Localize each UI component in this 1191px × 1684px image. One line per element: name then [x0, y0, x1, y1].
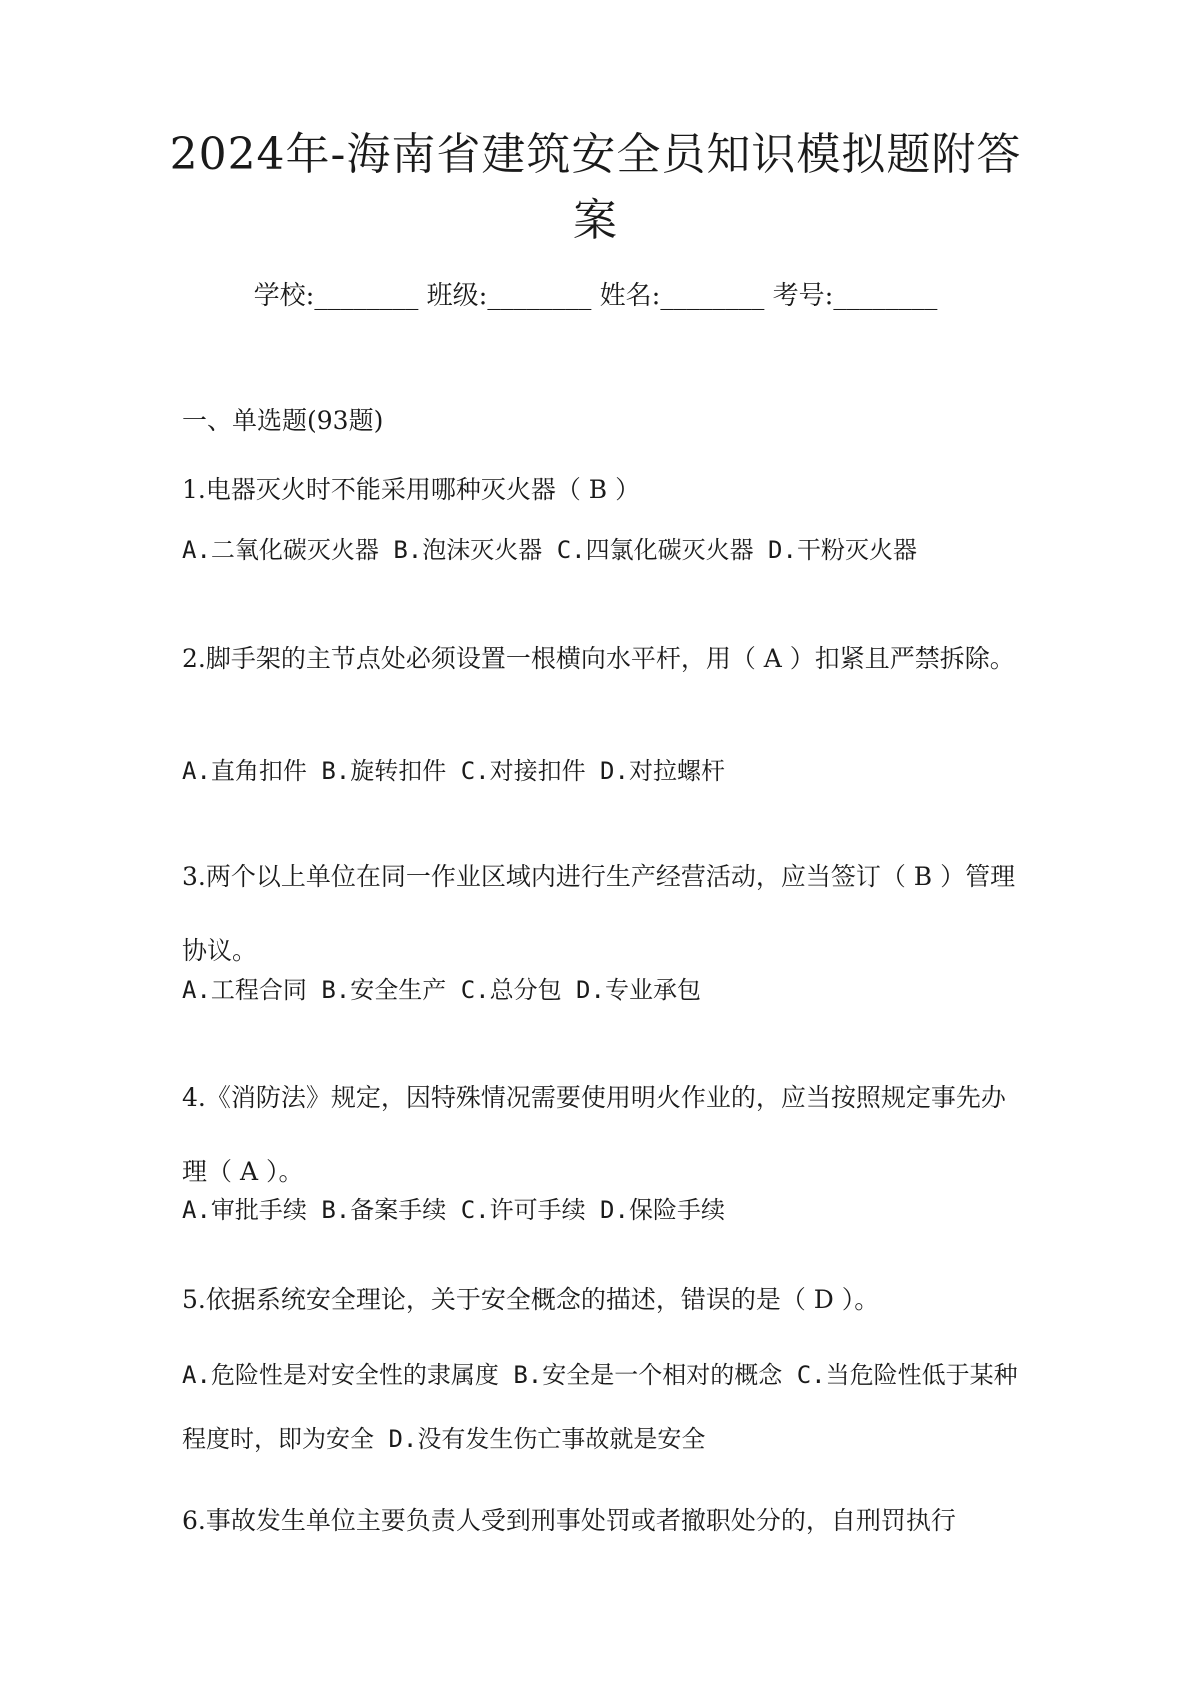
question-options: A.直角扣件 B.旋转扣件 C.对接扣件 D.对拉螺杆	[182, 757, 725, 785]
student-info-line: 学校:________ 班级:________ 姓名:________ 考号:________	[253, 281, 938, 311]
question-text: 1.电器灭火时不能采用哪种灭火器（ B ）	[182, 475, 641, 504]
question-text: 4.《消防法》规定，因特殊情况需要使用明火作业的，应当按照规定事先办理（ A ）。	[182, 1083, 1006, 1186]
question-text: 6.事故发生单位主要负责人受到刑事处罚或者撤职处分的，自刑罚执行	[182, 1506, 956, 1535]
title-line-2: 案	[573, 195, 618, 246]
document-title	[150, 122, 1041, 254]
title-line-1: 2024年-海南省建筑安全员知识模拟题附答	[169, 129, 1022, 180]
question-options: A.二氧化碳灭火器 B.泡沫灭火器 C.四氯化碳灭火器 D.干粉灭火器	[182, 536, 917, 564]
question-text: 5.依据系统安全理论，关于安全概念的描述，错误的是（ D ）。	[182, 1285, 880, 1314]
question-text: 2.脚手架的主节点处必须设置一根横向水平杆，用（ A ）扣紧且严禁拆除。	[182, 644, 1015, 673]
question-options: A.工程合同 B.安全生产 C.总分包 D.专业承包	[182, 976, 701, 1004]
question-options: A.审批手续 B.备案手续 C.许可手续 D.保险手续	[182, 1196, 725, 1224]
section-heading: 一、单选题(93题)	[182, 406, 384, 435]
question-text: 3.两个以上单位在同一作业区域内进行生产经营活动，应当签订（ B ）管理协议。	[182, 862, 1016, 965]
question-options: A.危险性是对安全性的隶属度 B.安全是一个相对的概念 C.当危险性低于某种程度时，即为安全 D.没有发生伤亡事故就是安全	[182, 1361, 1018, 1453]
